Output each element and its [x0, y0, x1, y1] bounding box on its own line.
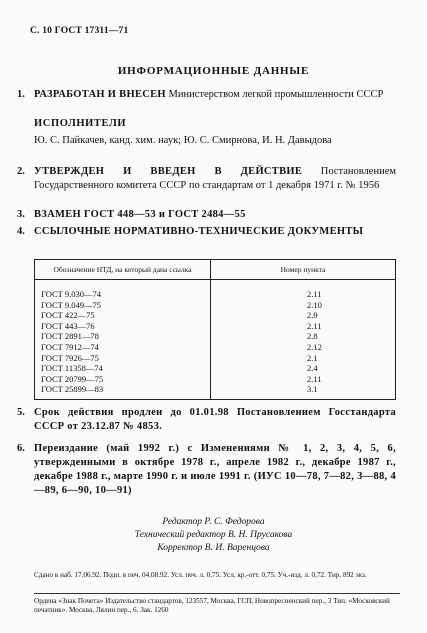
table-cell-document: ГОСТ 443—76 [35, 321, 211, 332]
table-row [35, 331, 396, 342]
item-5-number: 5. [17, 407, 25, 418]
executors-heading: ИСПОЛНИТЕЛИ [34, 118, 127, 129]
item-3-number: 3. [17, 209, 25, 220]
section-title: ИНФОРМАЦИОННЫЕ ДАННЫЕ [117, 65, 310, 77]
table-cell-clause: 2.8 [211, 331, 396, 342]
table-cell-clause: 2.9 [211, 310, 396, 321]
page-header: С. 10 ГОСТ 17311—71 [30, 26, 129, 36]
table-cell-clause: 2.11 [211, 321, 396, 332]
table-cell-clause: 2.4 [211, 363, 396, 374]
item-4-number: 4. [17, 226, 25, 237]
table-row [35, 310, 396, 321]
item-5-text: Срок действия продлен до 01.01.98 Постановлением Госстандарта СССР от 23.12.87 № 4853. [34, 407, 396, 432]
table-row [35, 280, 396, 300]
table-row [35, 384, 396, 399]
col-header-document: Обозначение НТД, на который дана ссылка [35, 260, 211, 280]
table-cell-clause: 3.1 [211, 384, 396, 399]
item-4 [17, 225, 396, 239]
editor-line: Редактор Р. С. Федорова [162, 517, 265, 527]
item-3 [17, 208, 396, 222]
table-cell-document: ГОСТ 25899—83 [35, 384, 211, 399]
divider-line [34, 593, 400, 594]
item-5 [17, 406, 396, 434]
item-1-caps: РАЗРАБОТАН И ВНЕСЕН [34, 89, 166, 100]
table-cell-document: ГОСТ 9.049—75 [35, 300, 211, 311]
item-2 [17, 165, 397, 193]
item-2-caps: УТВЕРЖДЕН И ВВЕДЕН В ДЕЙСТВИЕ [34, 166, 303, 177]
print-details: Сдано в наб. 17.06.92. Подп. в печ. 04.08.92. Усл. печ. л. 0,75. Усл. кр.-отт. 0,75. Уч.-изд. л. 0,72. Тир. 892 экз. [34, 571, 367, 579]
item-6-number: 6. [17, 443, 25, 454]
item-2-number: 2. [17, 166, 25, 177]
authors-list: Ю. С. Пайкачев, канд. хим. наук; Ю. С. Смирнова, И. Н. Давыдова [34, 135, 332, 146]
item-2-text: Постановлением Государственного комитета СССР по стандартам от 1 декабря 1971 г. № 1956 [34, 166, 397, 191]
item-4-text: ССЫЛОЧНЫЕ НОРМАТИВНО-ТЕХНИЧЕСКИЕ ДОКУМЕНТЫ [34, 226, 364, 237]
publisher-details: Ордена «Знак Почета» Издательство стандартов, 123557, Москва, ГСП, Новопресненский пер., 3 Тип. «Московский печатник». Москва, Лялин пер., 6. Зак. 1260 [34, 597, 390, 615]
item-3-text: ВЗАМЕН ГОСТ 448—53 и ГОСТ 2484—55 [34, 209, 246, 220]
table-cell-document: ГОСТ 7926—75 [35, 353, 211, 364]
table-cell-document: ГОСТ 422—75 [35, 310, 211, 321]
table-header-row [35, 260, 396, 280]
table-row [35, 321, 396, 332]
table-cell-document: ГОСТ 7912—74 [35, 342, 211, 353]
table-cell-clause: 2.11 [211, 374, 396, 385]
table-row [35, 363, 396, 374]
table-cell-clause: 2.1 [211, 353, 396, 364]
table-cell-clause: 2.10 [211, 300, 396, 311]
corrector-line: Корректор В. И. Варенцова [157, 543, 270, 553]
item-1-text: Министерством легкой промышленности СССР [165, 89, 384, 100]
table-cell-document: ГОСТ 20799—75 [35, 374, 211, 385]
table-row [35, 353, 396, 364]
table-row [35, 342, 396, 353]
item-6 [17, 442, 396, 498]
tech-editor-line: Технический редактор В. Н. Прусакова [134, 530, 293, 540]
table-cell-clause: 2.12 [211, 342, 396, 353]
table-cell-document: ГОСТ 9.030—74 [35, 280, 211, 300]
item-6-text: Переиздание (май 1992 г.) с Изменениями № 1, 2, 3, 4, 5, 6, утвержденными в октябре 1978 г., апреле 1982 г., декабре 1987 г., декабре 1988 г., марте 1990 г. и июле 1991 г. (ИУС 10—78, 7—82, 3—88, 4—89, 6—90, 10—91) [34, 443, 396, 496]
reference-table [34, 259, 396, 400]
table-cell-document: ГОСТ 11358—74 [35, 363, 211, 374]
table-row [35, 300, 396, 311]
table-cell-document: ГОСТ 2891—78 [35, 331, 211, 342]
col-header-clause: Номер пункта [211, 260, 396, 280]
table-row [35, 374, 396, 385]
item-1-number: 1. [17, 89, 25, 100]
table-cell-clause: 2.11 [211, 280, 396, 300]
item-1 [17, 88, 396, 102]
